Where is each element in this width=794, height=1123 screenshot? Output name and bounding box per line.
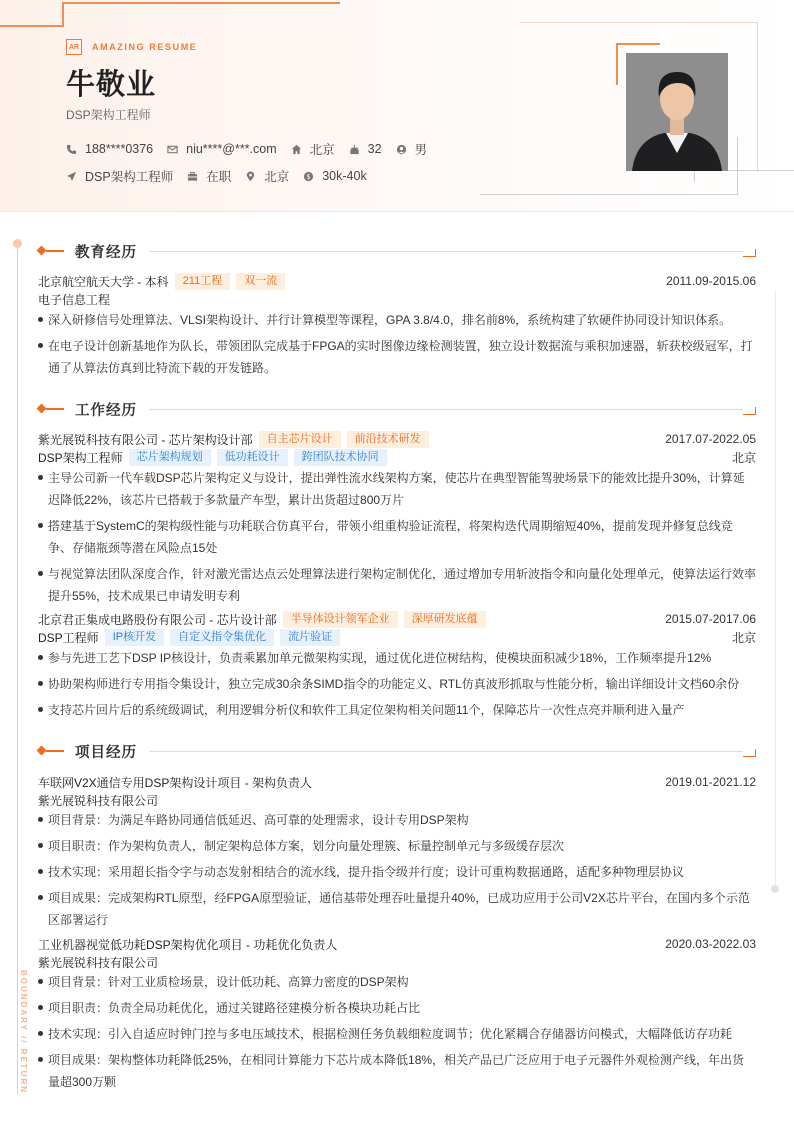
project-bullet [38, 1049, 756, 1093]
resume-header [0, 0, 794, 212]
bullet-text: 在电子设计创新基地作为队长，带领团队完成基于FPGA的实时图像边缘检测装置，独立设计数据流与乘积加速器，斩获校级冠军，打通了从算法仿真到比特流下载的开发链路。 [48, 339, 753, 375]
work-entry [38, 610, 756, 628]
education-entry [38, 272, 756, 290]
project-date: 2019.01-2021.12 [665, 775, 756, 789]
work-bullet [38, 515, 756, 559]
work-bullet [38, 699, 756, 721]
phone-item [66, 142, 153, 156]
project-bullet [38, 997, 756, 1019]
project-company-row [38, 953, 756, 971]
salary-icon [303, 171, 314, 182]
bullet-text: 技术实现：引入自适应时钟门控与多电压域技术，根据检测任务负载细粒度调节；优化紧耦合存储器访问模式，大幅降低访存功耗 [48, 1027, 733, 1041]
status-text: 在职 [206, 170, 232, 184]
skill-tag: 流片验证 [280, 629, 340, 646]
work-date: 2015.07-2017.06 [665, 612, 756, 626]
work-role-row [38, 448, 756, 466]
company-tag: 自主芯片设计 [259, 431, 341, 448]
intent-city-item [245, 167, 289, 185]
bullet-text: 项目成果：完成架构RTL原型，经FPGA原型验证，通信基带处理吞吐量提升40%，已成功应用于公司V2X芯片平台，在国内多个示范区部署运行 [48, 891, 750, 927]
work-city: 北京 [731, 450, 756, 465]
profile-photo [626, 53, 728, 171]
work-role-row [38, 628, 756, 646]
cake-icon [349, 144, 360, 155]
timeline-line [17, 244, 18, 1094]
age-text: 32 [367, 142, 382, 156]
home-icon [291, 144, 302, 155]
brand-logo: AR [66, 39, 82, 55]
portrait-image [626, 53, 728, 171]
skill-tag: 芯片架构规划 [129, 449, 211, 466]
mail-icon [167, 144, 178, 155]
timeline-dot [13, 239, 22, 248]
section-end-mark [743, 749, 756, 757]
work-date: 2017.07-2022.05 [665, 432, 756, 446]
school-tag: 双一流 [236, 273, 285, 290]
intent-position-item [66, 167, 173, 185]
bullet-text: 深入研修信号处理算法、VLSI架构设计、并行计算模型等课程，GPA 3.8/4.0，排名前8%，系统构建了软硬件协同设计知识体系。 [48, 313, 732, 327]
section-rule [149, 409, 743, 410]
gender-text: 男 [414, 143, 428, 157]
brand [66, 39, 197, 55]
salary-text: 30k-40k [322, 169, 367, 183]
send-icon [66, 171, 77, 182]
contact-row [66, 140, 441, 158]
section-title: 教育经历 [75, 244, 137, 261]
major-text: 电子信息工程 [38, 292, 111, 307]
work-bullet [38, 467, 756, 511]
gender-icon [396, 144, 407, 155]
section-end-mark [743, 249, 756, 257]
right-guide-line [775, 290, 776, 890]
project-company-row [38, 791, 756, 809]
education-bullet [38, 335, 756, 379]
project-bullet [38, 809, 756, 831]
project-bullet [38, 887, 756, 931]
role-text: DSP架构工程师 [38, 450, 123, 465]
intent-city-text: 北京 [264, 170, 290, 184]
gender-item [396, 140, 428, 158]
residence-item [291, 140, 335, 158]
frame-decoration [694, 170, 794, 182]
right-guide-dot [771, 885, 779, 893]
section-marker [36, 741, 64, 761]
section-title: 项目经历 [75, 744, 137, 761]
bullet-text: 项目背景：针对工业质检场景，设计低功耗、高算力密度的DSP架构 [48, 975, 409, 989]
project-company: 紫光展锐科技有限公司 [38, 955, 159, 970]
section-header-projects [36, 741, 756, 761]
section-header-work [36, 399, 756, 419]
education-bullet [38, 309, 756, 331]
project-date: 2020.03-2022.03 [665, 937, 756, 951]
bullet-text: 协助架构师进行专用指令集设计，独立完成30余条SIMD指令的功能定义、RTL仿真波形抓取与性能分析，输出详细设计文档60余份 [48, 677, 740, 691]
section-rule [149, 251, 743, 252]
phone-text: 188****0376 [85, 142, 154, 156]
skill-tag: 跨团队技术协同 [294, 449, 387, 466]
skill-tag: IP核开发 [105, 629, 164, 646]
bullet-text: 项目成果：架构整体功耗降低25%，在相同计算能力下芯片成本降低18%，相关产品已广泛应用于电子元器件外观检测产线，年出货量超300万颗 [48, 1053, 745, 1089]
project-bullet [38, 861, 756, 883]
school-tag: 211工程 [175, 273, 231, 290]
bullet-text: 项目职责：负责全局功耗优化，通过关键路径建模分析各模块功耗占比 [48, 1001, 421, 1015]
intent-position-text: DSP架构工程师 [85, 170, 174, 184]
job-intent-row [66, 167, 381, 185]
company-tag: 前沿技术研发 [347, 431, 429, 448]
salary-item [303, 169, 366, 183]
work-bullet [38, 647, 756, 669]
bullet-text: 与视觉算法团队深度合作，针对激光雷达点云处理算法进行架构定制优化，通过增加专用斩波指令和向量化处理单元，使算法运行效率提升55%，技术成果已申请发明专利 [48, 567, 757, 603]
bullet-text: 项目背景：为满足车路协同通信低延迟、高可靠的处理需求，设计专用DSP架构 [48, 813, 469, 827]
skill-tag: 低功耗设计 [217, 449, 288, 466]
work-entry [38, 430, 756, 448]
age-item [349, 142, 382, 156]
section-marker [36, 399, 64, 419]
residence-text: 北京 [309, 143, 335, 157]
bullet-text: 支持芯片回片后的系统级调试，利用逻辑分析仪和软件工具定位架构相关问题11个，保障芯片一次性点亮并顺利进入量产 [48, 703, 685, 717]
section-marker [36, 241, 64, 261]
location-icon [245, 171, 256, 182]
side-label: BOUNDARY // RETURN [19, 970, 28, 1095]
project-company: 紫光展锐科技有限公司 [38, 793, 159, 808]
skill-tag: 自定义指令集优化 [170, 629, 274, 646]
project-entry [38, 773, 756, 791]
section-rule [149, 751, 743, 752]
status-item [187, 167, 231, 185]
bullet-text: 主导公司新一代车载DSP芯片架构定义与设计，提出弹性流水线架构方案，使芯片在典型智能驾驶场景下的能效比提升30%，计算延迟降低22%，该芯片已搭载于多款量产车型，累计出货超过800万片 [48, 471, 745, 507]
company-name: 紫光展锐科技有限公司 - 芯片架构设计部 [38, 432, 253, 447]
company-tag: 深厚研发底蕴 [404, 611, 486, 628]
project-bullet [38, 971, 756, 993]
company-tag: 半导体设计领军企业 [283, 611, 398, 628]
work-city: 北京 [731, 630, 756, 645]
job-title: DSP架构工程师 [66, 108, 151, 122]
project-bullet [38, 835, 756, 857]
section-title: 工作经历 [75, 402, 137, 419]
education-major [38, 290, 756, 308]
project-bullet [38, 1023, 756, 1045]
email-text: niu****@***.com [186, 142, 277, 156]
corner-decoration [0, 2, 64, 27]
role-text: DSP工程师 [38, 630, 99, 645]
bullet-text: 搭建基于SystemC的架构级性能与功耗联合仿真平台，带领小组重构验证流程，将架构迭代周期缩短40%，提前发现并修复总线竞争、存储瓶颈等潜在风险点15处 [48, 519, 733, 555]
bullet-text: 项目职责：作为架构负责人，制定架构总体方案，划分向量处理簇、标量控制单元与多级缓存层次 [48, 839, 565, 853]
svg-text:$: $ [306, 172, 311, 181]
project-entry [38, 935, 756, 953]
section-end-mark [743, 407, 756, 415]
project-name: 工业机器视觉低功耗DSP架构优化项目 - 功耗优化负责人 [38, 937, 338, 952]
bullet-text: 参与先进工艺下DSP IP核设计，负责乘累加单元微架构实现，通过优化进位树结构，使模块面积减少18%，工作频率提升12% [48, 651, 712, 665]
school-name: 北京航空航天大学 - 本科 [38, 274, 169, 289]
brand-text: AMAZING RESUME [92, 42, 198, 52]
section-header-education [36, 241, 756, 261]
education-date: 2011.09-2015.06 [666, 274, 756, 288]
briefcase-icon [187, 171, 198, 182]
project-name: 车联网V2X通信专用DSP架构设计项目 - 架构负责人 [38, 775, 313, 790]
work-bullet [38, 563, 756, 607]
company-name: 北京君正集成电路股份有限公司 - 芯片设计部 [38, 612, 277, 627]
top-accent-line [64, 2, 340, 4]
candidate-name: 牛敬业 [66, 69, 157, 101]
phone-icon [66, 144, 77, 155]
bullet-text: 技术实现：采用超长指令字与动态发射相结合的流水线，提升指令级并行度；设计可重构数据通路，适配多种物理层协议 [48, 865, 685, 879]
email-item [167, 142, 277, 156]
work-bullet [38, 673, 756, 695]
